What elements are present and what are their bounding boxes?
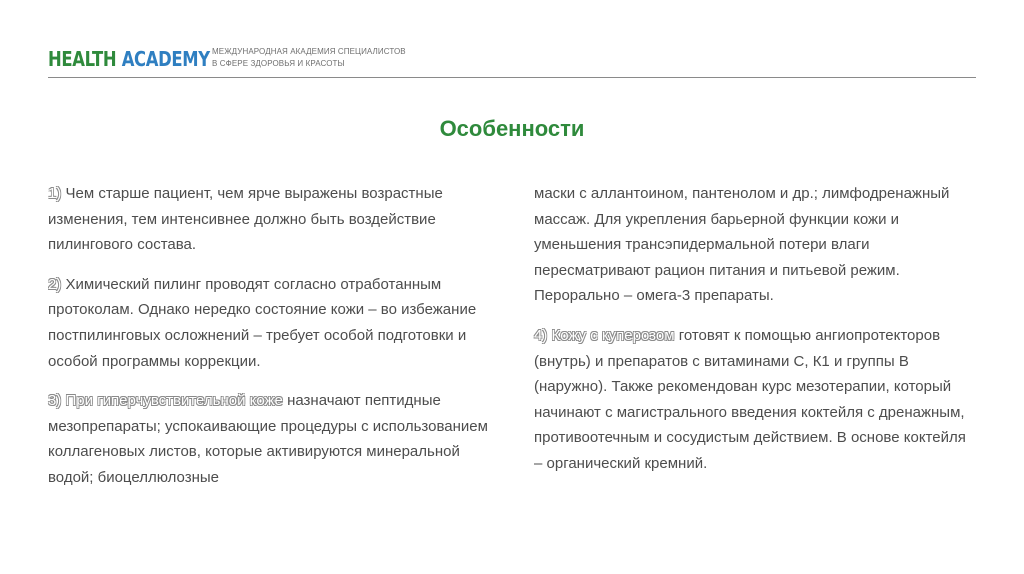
paragraph-3-continued <box>534 181 974 309</box>
header-divider <box>48 77 976 78</box>
paragraph-2 <box>48 272 498 374</box>
paragraph-2-text: Химический пилинг проводят согласно отработанным протоколам. Однако нередко состояние кожи – во избежание постпилинговых осложнений – требует особой подготовки и особой программы коррекции. <box>48 275 477 370</box>
paragraph-1-text: Чем старше пациент, чем ярче выражены возрастные изменения, тем интенсивнее должно быть воздействие пилингового состава. <box>48 185 443 254</box>
header <box>48 44 976 78</box>
logo-word-health: HEALTH <box>48 47 117 71</box>
page-title: Особенности <box>439 116 585 141</box>
paragraph-2-marker: 2) <box>48 275 62 293</box>
paragraph-3-continued-text: маски с аллантоином, пантенолом и др.; лимфодренажный массаж. Для укрепления барьерной функции кожи и уменьшения трансэпидермальной потери влаги пересматривают рацион питания и питьевой режим. Перорально – омега-3 препараты. <box>534 185 950 305</box>
tagline-line-2: В СФЕРЕ ЗДОРОВЬЯ И КРАСОТЫ <box>212 59 345 68</box>
paragraph-3-text: назначают пептидные мезопрепараты; успокаивающие процедуры с использованием коллагеновых листов, которые активируются минеральной водой; биоцеллюлозные <box>48 392 488 486</box>
header-tagline <box>212 46 406 70</box>
paragraph-4-marker: 4) Кожу с куперозом <box>534 326 675 344</box>
paragraph-4 <box>534 323 974 477</box>
paragraph-4-text: готовят к помощью ангиопротекторов (внутрь) и препаратов с витаминами С, К1 и группы В (наружно). Также рекомендован курс мезотерапии, который начинают с магистрального введения коктейля с дренажным, противоотечным и сосудистым действием. В основе коктейля – органический кремний. <box>534 326 966 472</box>
paragraph-1-marker: 1) <box>48 185 62 202</box>
left-column <box>48 181 498 505</box>
right-column <box>534 181 974 491</box>
tagline-line-1: МЕЖДУНАРОДНАЯ АКАДЕМИЯ СПЕЦИАЛИСТОВ <box>212 47 406 56</box>
paragraph-3 <box>48 388 498 490</box>
logo-word-academy: ACADEMY <box>121 47 210 71</box>
paragraph-3-marker: 3) При гиперчувствительной коже <box>48 392 283 410</box>
paragraph-1 <box>48 181 498 258</box>
health-academy-logo[interactable] <box>48 47 210 71</box>
